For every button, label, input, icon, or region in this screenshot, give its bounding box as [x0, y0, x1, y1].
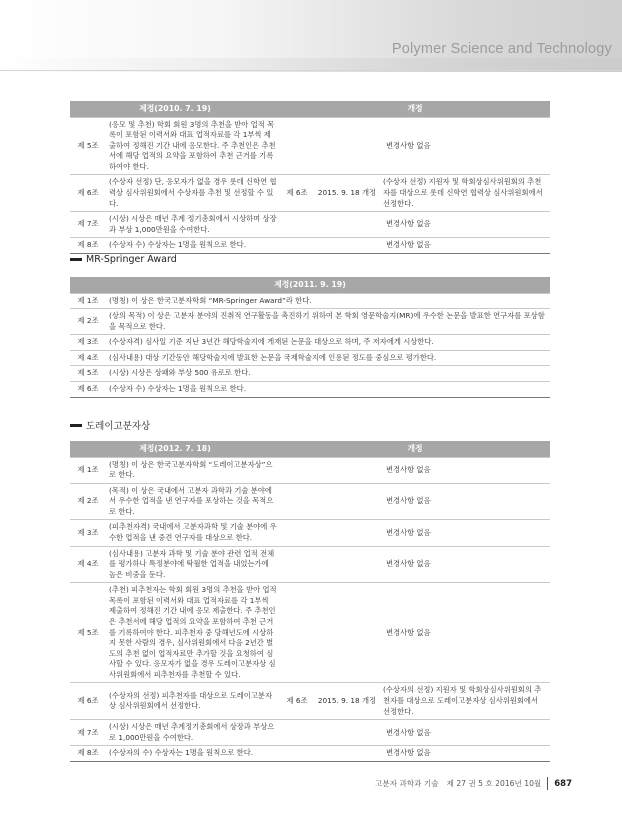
article-text: (목적) 이 상은 국내에서 고분자 과학과 기술 분야에서 우수한 업적을 낸 연구자를 포상하는 것을 목적으로 한다. — [106, 483, 280, 520]
article-number: 제 4조 — [70, 350, 106, 366]
article-number: 제 3조 — [70, 335, 106, 351]
revised-text: 변경사항 없음 — [280, 117, 550, 175]
article-text: (수상자 수) 수상자는 1명을 원칙으로 한다. — [106, 381, 550, 397]
article-number: 제 5조 — [70, 117, 106, 175]
toray-award-table — [70, 441, 550, 762]
article-number: 제 2조 — [70, 309, 106, 335]
table-row — [70, 746, 550, 762]
article-number: 제 4조 — [70, 546, 106, 583]
article-text: (수상자격) 심사일 기준 지난 3년간 해당학술지에 게재된 논문을 대상으로 하며, 주 저자에게 시상한다. — [106, 335, 550, 351]
article-text: (시상) 시상은 상패와 부상 500 유로로 한다. — [106, 366, 550, 382]
revised-text: 변경사항 없음 — [280, 457, 550, 483]
col-header-enacted: 제정(2012. 7. 18) — [70, 441, 280, 457]
table-row — [70, 546, 550, 583]
article-number: 제 5조 — [70, 583, 106, 683]
article-text: (심사내용) 대상 기간동안 해당학술지에 발표한 논문을 국제학술지에 인용된 정도를 중심으로 평가한다. — [106, 350, 550, 366]
table-row — [70, 350, 550, 366]
table-row — [70, 583, 550, 683]
table-row — [70, 293, 550, 309]
article-number: 제 7조 — [70, 212, 106, 238]
article-text: (상의 목적) 이 상은 고분자 분야의 진취적 연구활동을 촉진하기 위하여 본 학회 영문학술지(MR)에 우수한 논문을 발표한 연구자를 포상함을 목적으로 한다. — [106, 309, 550, 335]
article-number: 제 1조 — [70, 293, 106, 309]
article-number: 제 8조 — [70, 746, 106, 762]
mr-springer-table — [70, 277, 550, 398]
revised-text: 변경사항 없음 — [280, 720, 550, 746]
article-text: (명칭) 이 상은 한국고분자학회 “도레이고분자상”으로 한다. — [106, 457, 280, 483]
heading-dash — [70, 258, 82, 261]
table-row — [70, 117, 550, 175]
table-header-row — [70, 441, 550, 457]
revised-text: 변경사항 없음 — [280, 583, 550, 683]
footer-divider — [547, 777, 548, 790]
revised-text: 변경사항 없음 — [280, 212, 550, 238]
article-text: (시상) 시상은 매년 추계정기총회에서 상장과 부상으로 1,000만원을 수여한다. — [106, 720, 280, 746]
article-number: 제 5조 — [70, 366, 106, 382]
col-header-enacted: 제정(2010. 7. 19) — [70, 101, 280, 117]
section-heading-text: 도레이고분자상 — [86, 421, 151, 432]
article-text: (수상자의 선정) 피추천자를 대상으로 도레이고분자상 심사위원회에서 선정한다. — [106, 683, 280, 720]
table-row — [70, 483, 550, 520]
article-number: 제 3조 — [70, 520, 106, 546]
article-text: (응모 및 추천) 학회 회원 3명의 추천을 받아 업적 목록이 포함된 이력서와 대표 업적자료를 각 1부씩 제출하여 정해진 기간 내에 응모한다. 주 추천인은 추천서에 해당 업적의 요약을 포함하여 추천 근거를 기록하여야 한다. — [106, 117, 280, 175]
article-number: 제 2조 — [70, 483, 106, 520]
revised-text: 변경사항 없음 — [280, 238, 550, 254]
article-text: (시상) 시상은 매년 추계 정기총회에서 시상하며 상장과 부상 1,000만원을 수여한다. — [106, 212, 280, 238]
revised-text: 변경사항 없음 — [280, 546, 550, 583]
table-body — [70, 117, 550, 253]
header-band — [0, 0, 622, 72]
col-header-enacted: 제정(2011. 9. 19) — [70, 277, 550, 293]
article-number: 제 8조 — [70, 238, 106, 254]
table-row — [70, 683, 550, 720]
revised-text: (수상자 선정) 지원자 및 학회상심사위원회의 추천자를 대상으로 롯데 신학연 협력상 심사위원회에서 선정한다. — [380, 175, 550, 212]
table-row — [70, 381, 550, 397]
footer-journal: 고분자 과학과 기술 — [375, 779, 439, 788]
table-row — [70, 335, 550, 351]
revised-text: 변경사항 없음 — [280, 483, 550, 520]
footer-issue: 제 27 권 5 호 2016년 10월 — [446, 779, 542, 788]
article-number: 제 6조 — [70, 175, 106, 212]
table-row — [70, 366, 550, 382]
article-number: 제 7조 — [70, 720, 106, 746]
article-text: (명칭) 이 상은 한국고분자학회 “MR-Springer Award”라 한다. — [106, 293, 550, 309]
article-number: 제 6조 — [70, 683, 106, 720]
table-row — [70, 212, 550, 238]
article-text: (수상자의 수) 수상자는 1명을 원칙으로 한다. — [106, 746, 280, 762]
revision-date: 2015. 9. 18 개정 — [314, 683, 380, 720]
table-header-row — [70, 277, 550, 293]
heading-dash — [70, 424, 82, 427]
article-number: 제 1조 — [70, 457, 106, 483]
revised-article-number: 제 6조 — [280, 175, 314, 212]
journal-title: Polymer Science and Technology — [391, 41, 612, 57]
article-text: (심사내용) 고분자 과학 및 기술 분야 관련 업적 전체를 평가하나 특정분야에 탁월한 업적을 내었는가에 높은 비중을 둔다. — [106, 546, 280, 583]
table-row — [70, 309, 550, 335]
article-number: 제 6조 — [70, 381, 106, 397]
col-header-revised: 개정 — [280, 101, 550, 117]
revision-date: 2015. 9. 18 개정 — [314, 175, 380, 212]
article-text: (수상자 선정) 단, 응모자가 없을 경우 롯데 신학연 협력상 심사위원회에서 수상자를 추천 및 선정할 수 있다. — [106, 175, 280, 212]
article-text: (추천) 피추천자는 학회 회원 3명의 추천을 받아 업적 목록이 포함된 이력서와 대표 업적자료를 각 1부씩 제출하여 정해진 기간 내에 응모 제출한다. 주 추천인은 추천서에 해당 업적의 요약을 포함하여 추천 근거를 기록하여야 한다. 피추천자 중 당해년도에 시상하지 못한 사람의 경우, 심사위원회에서 다음 2년간 별도의 추천 없이 업적자료만 추가할 것을 요청하여 심사할 수 있다. 응모자가 없을 경우 도레이고분자상 심사위원회에서 피추천자를 추천할 수 있다. — [106, 583, 280, 683]
article-text: (피추천자격) 국내에서 고분자과학 및 기술 분야에 우수한 업적을 낸 중견 연구자를 대상으로 한다. — [106, 520, 280, 546]
table-body — [70, 293, 550, 397]
section-heading-toray — [70, 418, 150, 432]
table-row — [70, 520, 550, 546]
section-heading-mr-springer — [70, 254, 177, 265]
revised-text: 변경사항 없음 — [280, 520, 550, 546]
table-body — [70, 457, 550, 761]
col-header-revised: 개정 — [280, 441, 550, 457]
table-row — [70, 457, 550, 483]
table-row — [70, 720, 550, 746]
header-rule — [0, 70, 622, 71]
revised-text: 변경사항 없음 — [280, 746, 550, 762]
article-text: (수상자 수) 수상자는 1명을 원칙으로 한다. — [106, 238, 280, 254]
section-heading-text: MR-Springer Award — [86, 254, 177, 265]
page-footer — [375, 777, 572, 790]
table-row — [70, 238, 550, 254]
lotte-award-table — [70, 101, 550, 254]
table-row — [70, 175, 550, 212]
revised-text: (수상자의 선정) 지원자 및 학회상심사위원회의 추천자를 대상으로 도레이고분자상 심사위원회에서 선정한다. — [380, 683, 550, 720]
table-header-row — [70, 101, 550, 117]
page-number: 687 — [554, 778, 572, 789]
revised-article-number: 제 6조 — [280, 683, 314, 720]
